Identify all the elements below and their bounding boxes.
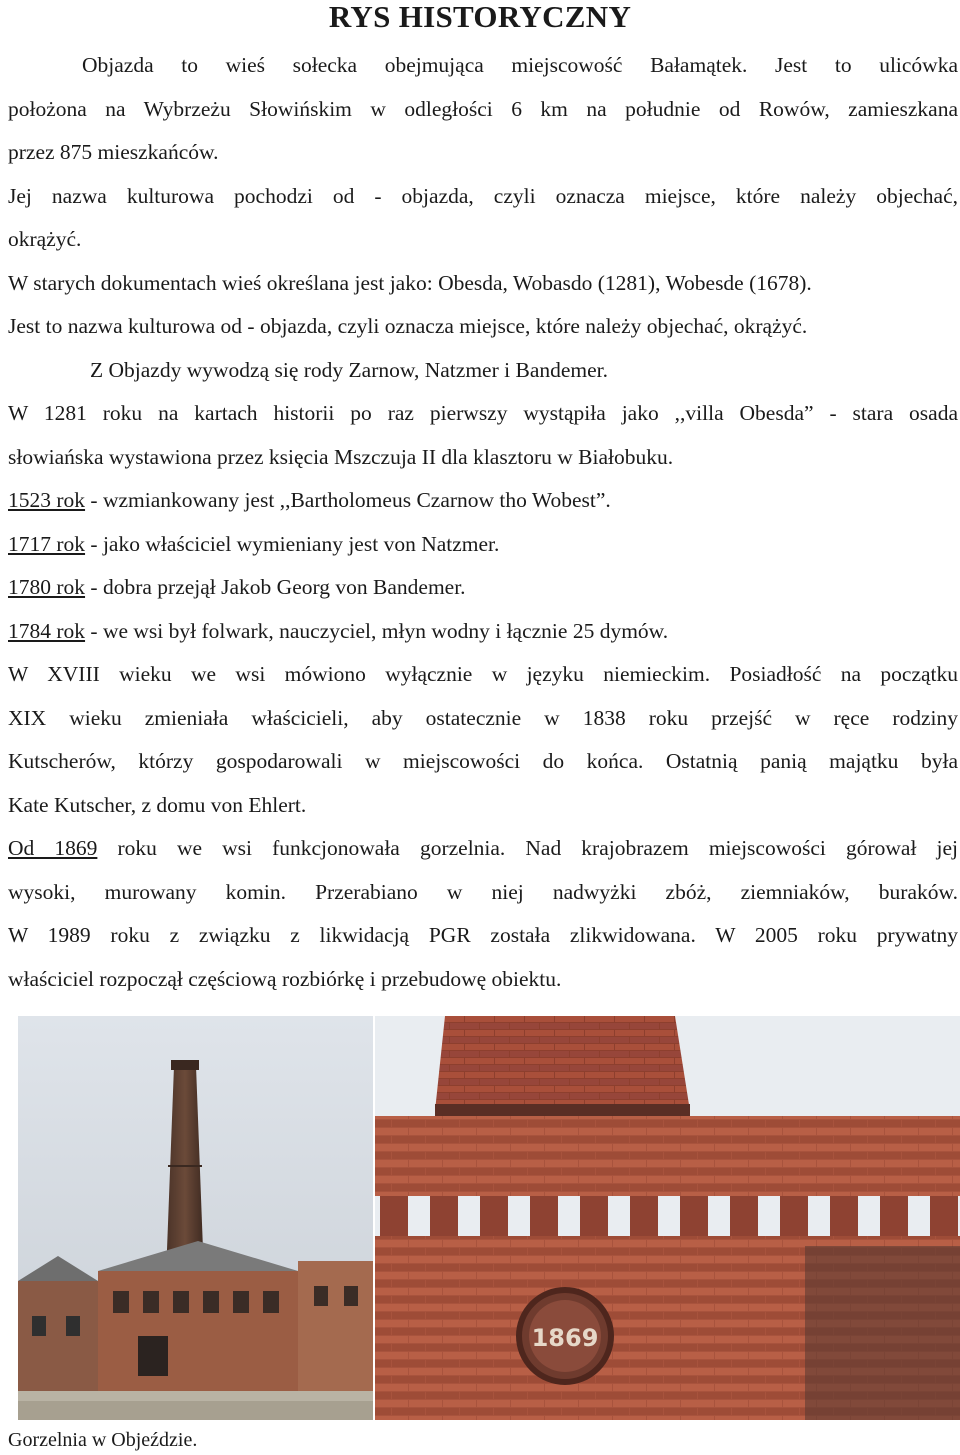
paragraph-line: XIX wieku zmieniała właścicieli, aby ostatecznie w 1838 roku przejść w ręce rodziny bbox=[8, 705, 958, 730]
timeline-text: - we wsi był folwark, nauczyciel, młyn wodny i łącznie 25 dymów. bbox=[85, 618, 669, 643]
timeline-year: 1523 rok bbox=[8, 488, 86, 512]
paragraph-line: W starych dokumentach wieś określana jest jako: Obesda, Wobasdo (1281), Wobesde (1678). bbox=[8, 270, 812, 295]
paragraph-line: Z Objazdy wywodzą się rody Zarnow, Natzmer i Bandemer. bbox=[90, 357, 609, 382]
paragraph-line: W XVIII wieku we wsi mówiono wyłącznie w języku niemieckim. Posiadłość na początku bbox=[8, 662, 958, 686]
distillery-photo bbox=[18, 1016, 373, 1420]
timeline-entry bbox=[8, 610, 958, 654]
plaque-year: 1869 bbox=[531, 1324, 599, 1352]
paragraph-line: Kutscherów, którzy gospodarowali w miejscowości do końca. Ostatnią panią majątku była bbox=[8, 749, 958, 773]
photo-caption: Gorzelnia w Objeździe. bbox=[8, 1429, 198, 1451]
paragraph-line: położona na Wybrzeżu Słowińskim w odległości 6 km na południe od Rowów, zamieszkana bbox=[8, 96, 958, 121]
paragraph-line: Objazda to wieś sołecka obejmująca miejscowość Bałamątek. Jest to ulicówka bbox=[82, 53, 958, 77]
timeline-text: - dobra przejął Jakob Georg von Bandemer. bbox=[85, 575, 466, 599]
paragraph-line: przez 875 mieszkańców. bbox=[8, 140, 219, 164]
timeline-text: - wzmiankowany jest ,,Bartholomeus Czarnow tho Wobest”. bbox=[85, 488, 611, 512]
paragraph-line: wysoki, murowany komin. Przerabiano w niej nadwyżki zbóż, ziemniaków, buraków. bbox=[8, 879, 958, 904]
paragraph-line: W 1989 roku z związku z likwidacją PGR została zlikwidowana. W 2005 roku prywatny bbox=[8, 923, 958, 947]
paragraph-line: W 1281 roku na kartach historii po raz pierwszy wystąpiła jako ,,villa Obesda” - stara osada bbox=[8, 401, 958, 425]
paragraph-line: Kate Kutscher, z domu von Ehlert. bbox=[8, 792, 307, 817]
paragraph-line: słowiańska wystawiona przez księcia Mszczuja II dla klasztoru w Białobuku. bbox=[8, 444, 674, 469]
paragraph-line: okrążyć. bbox=[8, 227, 82, 251]
timeline-year: 1780 rok bbox=[8, 575, 86, 599]
chimney-detail-photo bbox=[375, 1016, 960, 1420]
timeline-year: 1717 rok bbox=[8, 531, 86, 556]
paragraph-line: właściciel rozpoczął częściową rozbiórkę i przebudowę obiektu. bbox=[8, 966, 562, 991]
year-highlight: Od 1869 bbox=[8, 836, 98, 860]
paragraph-line: Jej nazwa kulturowa pochodzi od - objazda, czyli oznacza miejsce, które należy objechać, bbox=[8, 183, 958, 208]
timeline-entry bbox=[8, 566, 958, 610]
timeline-year: 1784 rok bbox=[8, 618, 86, 643]
page-title: RYS HISTORYCZNY bbox=[328, 0, 632, 34]
timeline-text: - jako właściciel wymieniany jest von Natzmer. bbox=[85, 531, 500, 556]
timeline-entry bbox=[8, 523, 958, 567]
paragraph-line: Od 1869 roku we wsi funkcjonowała gorzelnia. Nad krajobrazem miejscowości górował jej bbox=[8, 836, 958, 860]
paragraph-line: Jest to nazwa kulturowa od - objazda, czyli oznacza miejsce, które należy objechać, okrążyć. bbox=[8, 314, 808, 338]
timeline-entry bbox=[8, 479, 958, 523]
body-text bbox=[8, 44, 958, 1001]
